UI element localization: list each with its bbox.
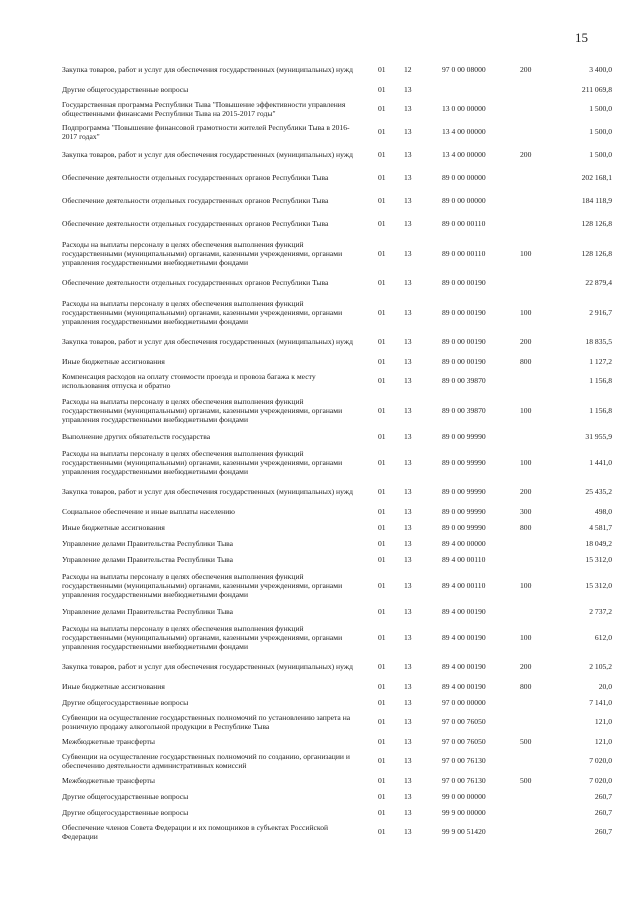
cell-sum: 1 127,2 <box>589 356 612 366</box>
cell-name: Закупка товаров, работ и услуг для обеспечения государственных (муниципальных) нужд <box>62 662 353 671</box>
table-row <box>62 392 612 428</box>
cell-rz: 01 <box>378 791 386 801</box>
cell-name: Расходы на выплаты персоналу в целях обеспечения выполнения функций государственными (муниципальными) органами, казенными учреждениями, органами управления государственными внебюджетными фондами <box>62 396 343 424</box>
cell-vr: 100 <box>520 632 532 642</box>
cell-sum: 1 156,8 <box>589 376 612 385</box>
cell-csr: 89 0 00 99990 <box>442 431 486 441</box>
cell-pr: 13 <box>404 662 412 671</box>
cell-csr <box>442 81 520 97</box>
cell-name: Расходы на выплаты персоналу в целях обеспечения выполнения функций государственными (муниципальными) органами, казенными учреждениями, органами управления государственными внебюджетными фондами <box>62 448 343 476</box>
cell-pr: 13 <box>404 127 412 136</box>
cell-name: Подпрограмма "Повышение финансовой грамотности жителей Республики Тыва в 2016-2017 годах" <box>62 122 350 141</box>
cell-name: Закупка товаров, работ и услуг для обеспечения государственных (муниципальных) нужд <box>62 65 353 74</box>
cell-name: Управление делами Правительства Республики Тыва <box>62 538 234 548</box>
cell-vr <box>520 820 560 843</box>
table-row <box>62 551 612 567</box>
cell-name: Другие общегосударственные вопросы <box>62 807 189 817</box>
cell-name: Обеспечение деятельности отдельных государственных органов Республики Тыва <box>62 278 329 287</box>
table-row <box>62 143 612 166</box>
table-row <box>62 567 612 603</box>
cell-vr <box>520 535 560 551</box>
cell-vr <box>520 81 560 97</box>
cell-csr: 97 0 00 76130 <box>442 775 486 785</box>
cell-sum: 31 955,9 <box>585 431 612 441</box>
cell-sum: 1 500,0 <box>589 127 612 136</box>
cell-sum: 260,7 <box>594 807 612 817</box>
cell-sum: 202 168,1 <box>581 173 612 182</box>
cell-name: Закупка товаров, работ и услуг для обеспечения государственных (муниципальных) нужд <box>62 150 353 159</box>
cell-pr: 13 <box>404 248 412 258</box>
cell-pr: 13 <box>404 606 412 616</box>
cell-vr <box>520 710 560 733</box>
cell-rz: 01 <box>378 827 386 836</box>
cell-rz: 01 <box>378 356 386 366</box>
cell-vr: 200 <box>520 662 532 671</box>
cell-name: Другие общегосударственные вопросы <box>62 791 189 801</box>
table-row <box>62 330 612 353</box>
cell-rz: 01 <box>378 681 386 691</box>
cell-csr: 13 0 00 00000 <box>442 104 486 113</box>
cell-csr: 89 0 00 99990 <box>442 522 486 532</box>
cell-csr: 89 0 00 00190 <box>442 356 486 366</box>
cell-csr: 89 4 00 00190 <box>442 606 486 616</box>
cell-name: Социальное обеспечение и иные выплаты населению <box>62 506 235 516</box>
cell-vr: 100 <box>520 457 532 467</box>
cell-name: Расходы на выплаты персоналу в целях обеспечения выполнения функций государственными (муниципальными) органами, казенными учреждениями, органами управления государственными внебюджетными фондами <box>62 571 343 599</box>
table-row <box>62 353 612 369</box>
cell-vr <box>520 788 560 804</box>
cell-pr: 13 <box>404 580 412 590</box>
table-row <box>62 772 612 788</box>
cell-csr: 89 0 00 99990 <box>442 506 486 516</box>
cell-vr <box>520 97 560 120</box>
cell-rz: 01 <box>378 278 386 287</box>
cell-rz: 01 <box>378 150 386 159</box>
cell-pr: 13 <box>404 681 412 691</box>
cell-csr: 89 0 00 00190 <box>442 278 486 287</box>
cell-pr: 13 <box>404 356 412 366</box>
cell-pr: 13 <box>404 717 412 726</box>
table-row <box>62 694 612 710</box>
cell-name: Обеспечение деятельности отдельных государственных органов Республики Тыва <box>62 173 329 182</box>
cell-rz: 01 <box>378 632 386 642</box>
table-row <box>62 655 612 678</box>
cell-sum: 1 156,8 <box>589 405 612 415</box>
cell-csr: 13 4 00 00000 <box>442 150 486 159</box>
table-row <box>62 749 612 772</box>
cell-pr: 13 <box>404 827 412 836</box>
cell-vr: 300 <box>520 506 532 516</box>
cell-sum: 2 105,2 <box>589 662 612 671</box>
table-row <box>62 120 612 143</box>
cell-pr: 13 <box>404 376 412 385</box>
cell-rz: 01 <box>378 580 386 590</box>
table-row <box>62 519 612 535</box>
cell-sum: 1 441,0 <box>589 457 612 467</box>
cell-rz: 01 <box>378 717 386 726</box>
cell-pr: 13 <box>404 405 412 415</box>
table-row <box>62 166 612 189</box>
cell-csr: 97 0 00 08000 <box>442 65 486 74</box>
cell-rz: 01 <box>378 457 386 467</box>
page-number: 15 <box>575 30 588 45</box>
cell-name: Обеспечение деятельности отдельных государственных органов Республики Тыва <box>62 196 329 205</box>
table-row <box>62 603 612 619</box>
table-row <box>62 678 612 694</box>
cell-pr: 13 <box>404 522 412 532</box>
cell-rz: 01 <box>378 775 386 785</box>
cell-pr: 13 <box>404 104 412 113</box>
cell-vr: 100 <box>520 248 532 258</box>
table-row <box>62 97 612 120</box>
cell-rz: 01 <box>378 697 386 707</box>
cell-sum: 1 500,0 <box>589 150 612 159</box>
cell-rz: 01 <box>378 173 386 182</box>
cell-name: Закупка товаров, работ и услуг для обеспечения государственных (муниципальных) нужд <box>62 487 353 496</box>
cell-name: Другие общегосударственные вопросы <box>62 697 189 707</box>
cell-rz: 01 <box>378 196 386 205</box>
cell-sum: 612,0 <box>594 632 612 642</box>
cell-pr: 13 <box>404 775 412 785</box>
cell-vr: 500 <box>520 775 532 785</box>
table-row <box>62 294 612 330</box>
cell-rz: 01 <box>378 506 386 516</box>
cell-rz: 01 <box>378 756 386 765</box>
cell-rz: 01 <box>378 376 386 385</box>
cell-rz: 01 <box>378 127 386 136</box>
cell-pr: 13 <box>404 554 412 564</box>
cell-rz: 01 <box>378 522 386 532</box>
table-row <box>62 189 612 212</box>
cell-vr <box>520 804 560 820</box>
cell-vr <box>520 166 560 189</box>
cell-csr: 89 0 00 00000 <box>442 173 486 182</box>
cell-vr: 100 <box>520 580 532 590</box>
cell-sum: 121,0 <box>594 717 612 726</box>
cell-pr: 13 <box>404 807 412 817</box>
cell-csr: 97 0 00 00000 <box>442 697 486 707</box>
cell-vr: 200 <box>520 337 532 346</box>
cell-vr: 800 <box>520 356 532 366</box>
cell-vr: 100 <box>520 405 532 415</box>
cell-vr <box>520 603 560 619</box>
cell-vr: 800 <box>520 681 532 691</box>
cell-csr: 89 4 00 00190 <box>442 632 486 642</box>
cell-sum: 15 312,0 <box>585 580 612 590</box>
cell-pr: 13 <box>404 632 412 642</box>
table-row <box>62 58 612 81</box>
cell-csr: 89 4 00 00190 <box>442 681 486 691</box>
table-row <box>62 619 612 655</box>
cell-name: Субвенции на осуществление государственных полномочий по созданию, организации и обеспечению деятельности административных комиссий <box>62 751 350 770</box>
cell-sum: 184 118,9 <box>581 196 612 205</box>
cell-sum: 2 737,2 <box>589 606 612 616</box>
cell-csr: 89 0 00 00110 <box>442 219 486 228</box>
cell-vr: 200 <box>520 65 532 74</box>
cell-csr: 89 0 00 00000 <box>442 196 486 205</box>
cell-pr: 13 <box>404 791 412 801</box>
cell-pr: 12 <box>404 65 412 74</box>
cell-sum: 498,0 <box>594 506 612 516</box>
cell-name: Обеспечение членов Совета Федерации и их помощников в субъектах Российской Федерации <box>62 822 329 841</box>
cell-csr: 89 0 00 99990 <box>442 457 486 467</box>
cell-csr: 97 0 00 76050 <box>442 736 486 746</box>
cell-rz: 01 <box>378 662 386 671</box>
cell-csr: 89 4 00 00190 <box>442 662 486 671</box>
table-row <box>62 235 612 271</box>
cell-vr: 100 <box>520 307 532 317</box>
cell-name: Межбюджетные трансферты <box>62 775 155 785</box>
cell-pr: 13 <box>404 697 412 707</box>
table-row <box>62 804 612 820</box>
table-row <box>62 733 612 749</box>
cell-csr: 99 9 00 00000 <box>442 807 486 817</box>
table-row <box>62 788 612 804</box>
cell-sum: 25 435,2 <box>585 487 612 496</box>
cell-name: Закупка товаров, работ и услуг для обеспечения государственных (муниципальных) нужд <box>62 337 353 346</box>
cell-rz: 01 <box>378 104 386 113</box>
cell-name: Иные бюджетные ассигнования <box>62 681 165 691</box>
cell-rz: 01 <box>378 807 386 817</box>
budget-table <box>62 58 612 843</box>
cell-pr: 13 <box>404 538 412 548</box>
cell-vr <box>520 189 560 212</box>
cell-sum: 4 581,7 <box>589 522 612 532</box>
cell-csr: 89 4 00 00110 <box>442 580 486 590</box>
cell-csr: 99 9 00 51420 <box>442 827 486 836</box>
cell-sum: 20,0 <box>598 681 612 691</box>
cell-name: Компенсация расходов на оплату стоимости проезда и провоза багажа к месту использования отпуска и обратно <box>62 371 316 390</box>
cell-pr: 13 <box>404 150 412 159</box>
cell-name: Расходы на выплаты персоналу в целях обеспечения выполнения функций государственными (муниципальными) органами, казенными учреждениями, органами управления государственными внебюджетными фондами <box>62 298 343 326</box>
cell-rz: 01 <box>378 431 386 441</box>
cell-rz: 01 <box>378 84 386 94</box>
cell-rz: 01 <box>378 487 386 496</box>
cell-sum: 121,0 <box>594 736 612 746</box>
cell-rz: 01 <box>378 606 386 616</box>
cell-rz: 01 <box>378 736 386 746</box>
cell-csr: 89 0 00 39870 <box>442 405 486 415</box>
cell-sum: 1 500,0 <box>589 104 612 113</box>
table-row <box>62 480 612 503</box>
cell-vr <box>520 212 560 235</box>
cell-name: Иные бюджетные ассигнования <box>62 522 165 532</box>
cell-vr <box>520 120 560 143</box>
cell-csr: 13 4 00 00000 <box>442 127 486 136</box>
cell-pr: 13 <box>404 196 412 205</box>
table-row <box>62 428 612 444</box>
cell-rz: 01 <box>378 65 386 74</box>
cell-csr: 89 0 00 99990 <box>442 487 486 496</box>
cell-sum: 128 126,8 <box>581 248 612 258</box>
table-row <box>62 503 612 519</box>
cell-csr: 89 4 00 00000 <box>442 538 486 548</box>
cell-name: Другие общегосударственные вопросы <box>62 84 189 94</box>
table-row <box>62 535 612 551</box>
cell-sum: 211 069,8 <box>581 84 612 94</box>
cell-vr: 500 <box>520 736 532 746</box>
cell-pr: 13 <box>404 736 412 746</box>
cell-name: Иные бюджетные ассигнования <box>62 356 165 366</box>
cell-sum: 18 835,5 <box>585 337 612 346</box>
cell-vr <box>520 271 560 294</box>
cell-csr: 89 0 00 00190 <box>442 307 486 317</box>
table-row <box>62 369 612 392</box>
cell-csr: 89 0 00 00110 <box>442 248 486 258</box>
cell-rz: 01 <box>378 219 386 228</box>
cell-rz: 01 <box>378 554 386 564</box>
cell-sum: 128 126,8 <box>581 219 612 228</box>
cell-rz: 01 <box>378 248 386 258</box>
cell-pr: 13 <box>404 84 412 94</box>
cell-sum: 260,7 <box>594 791 612 801</box>
cell-rz: 01 <box>378 307 386 317</box>
table-row <box>62 81 612 97</box>
table-row <box>62 710 612 733</box>
cell-name: Межбюджетные трансферты <box>62 736 155 746</box>
cell-pr: 13 <box>404 337 412 346</box>
cell-vr <box>520 428 560 444</box>
table-row <box>62 820 612 843</box>
cell-pr: 13 <box>404 431 412 441</box>
cell-pr: 13 <box>404 307 412 317</box>
cell-csr: 89 4 00 00110 <box>442 554 486 564</box>
cell-name: Обеспечение деятельности отдельных государственных органов Республики Тыва <box>62 219 329 228</box>
table-row <box>62 212 612 235</box>
cell-sum: 260,7 <box>594 827 612 836</box>
cell-name: Управление делами Правительства Республики Тыва <box>62 554 234 564</box>
table-row <box>62 444 612 480</box>
cell-pr: 13 <box>404 487 412 496</box>
cell-sum: 15 312,0 <box>585 554 612 564</box>
cell-vr: 200 <box>520 487 532 496</box>
cell-pr: 13 <box>404 756 412 765</box>
cell-pr: 13 <box>404 219 412 228</box>
cell-csr: 99 0 00 00000 <box>442 791 486 801</box>
cell-pr: 13 <box>404 173 412 182</box>
cell-name: Расходы на выплаты персоналу в целях обеспечения выполнения функций государственными (муниципальными) органами, казенными учреждениями, органами управления государственными внебюджетными фондами <box>62 239 343 267</box>
cell-sum: 7 141,0 <box>589 697 612 707</box>
cell-vr <box>520 694 560 710</box>
cell-vr <box>520 369 560 392</box>
cell-vr <box>520 749 560 772</box>
cell-sum: 3 400,0 <box>589 65 612 74</box>
cell-vr <box>520 551 560 567</box>
cell-csr: 97 0 00 76050 <box>442 717 486 726</box>
cell-csr: 89 0 00 00190 <box>442 337 486 346</box>
cell-sum: 18 049,2 <box>585 538 612 548</box>
cell-vr: 200 <box>520 150 532 159</box>
cell-name: Выполнение других обязательств государства <box>62 431 211 441</box>
cell-name: Государственная программа Республики Тыва "Повышение эффективности управления общественными финансами Республики Тыва на 2015-2017 годы" <box>62 99 346 118</box>
cell-sum: 2 916,7 <box>589 307 612 317</box>
cell-sum: 7 020,0 <box>589 756 612 765</box>
cell-pr: 13 <box>404 506 412 516</box>
cell-rz: 01 <box>378 538 386 548</box>
cell-csr: 97 0 00 76130 <box>442 756 486 765</box>
cell-name: Субвенции на осуществление государственных полномочий по установлению запрета на розничную продажу алкогольной продукции в Республике Тыва <box>62 712 351 731</box>
cell-rz: 01 <box>378 337 386 346</box>
cell-sum: 7 020,0 <box>589 775 612 785</box>
cell-csr: 89 0 00 39870 <box>442 376 486 385</box>
cell-rz: 01 <box>378 405 386 415</box>
table-row <box>62 271 612 294</box>
cell-name: Расходы на выплаты персоналу в целях обеспечения выполнения функций государственными (муниципальными) органами, казенными учреждениями, органами управления государственными внебюджетными фондами <box>62 623 343 651</box>
cell-name: Управление делами Правительства Республики Тыва <box>62 606 234 616</box>
cell-pr: 13 <box>404 457 412 467</box>
cell-sum: 22 879,4 <box>585 278 612 287</box>
cell-vr: 800 <box>520 522 532 532</box>
cell-pr: 13 <box>404 278 412 287</box>
